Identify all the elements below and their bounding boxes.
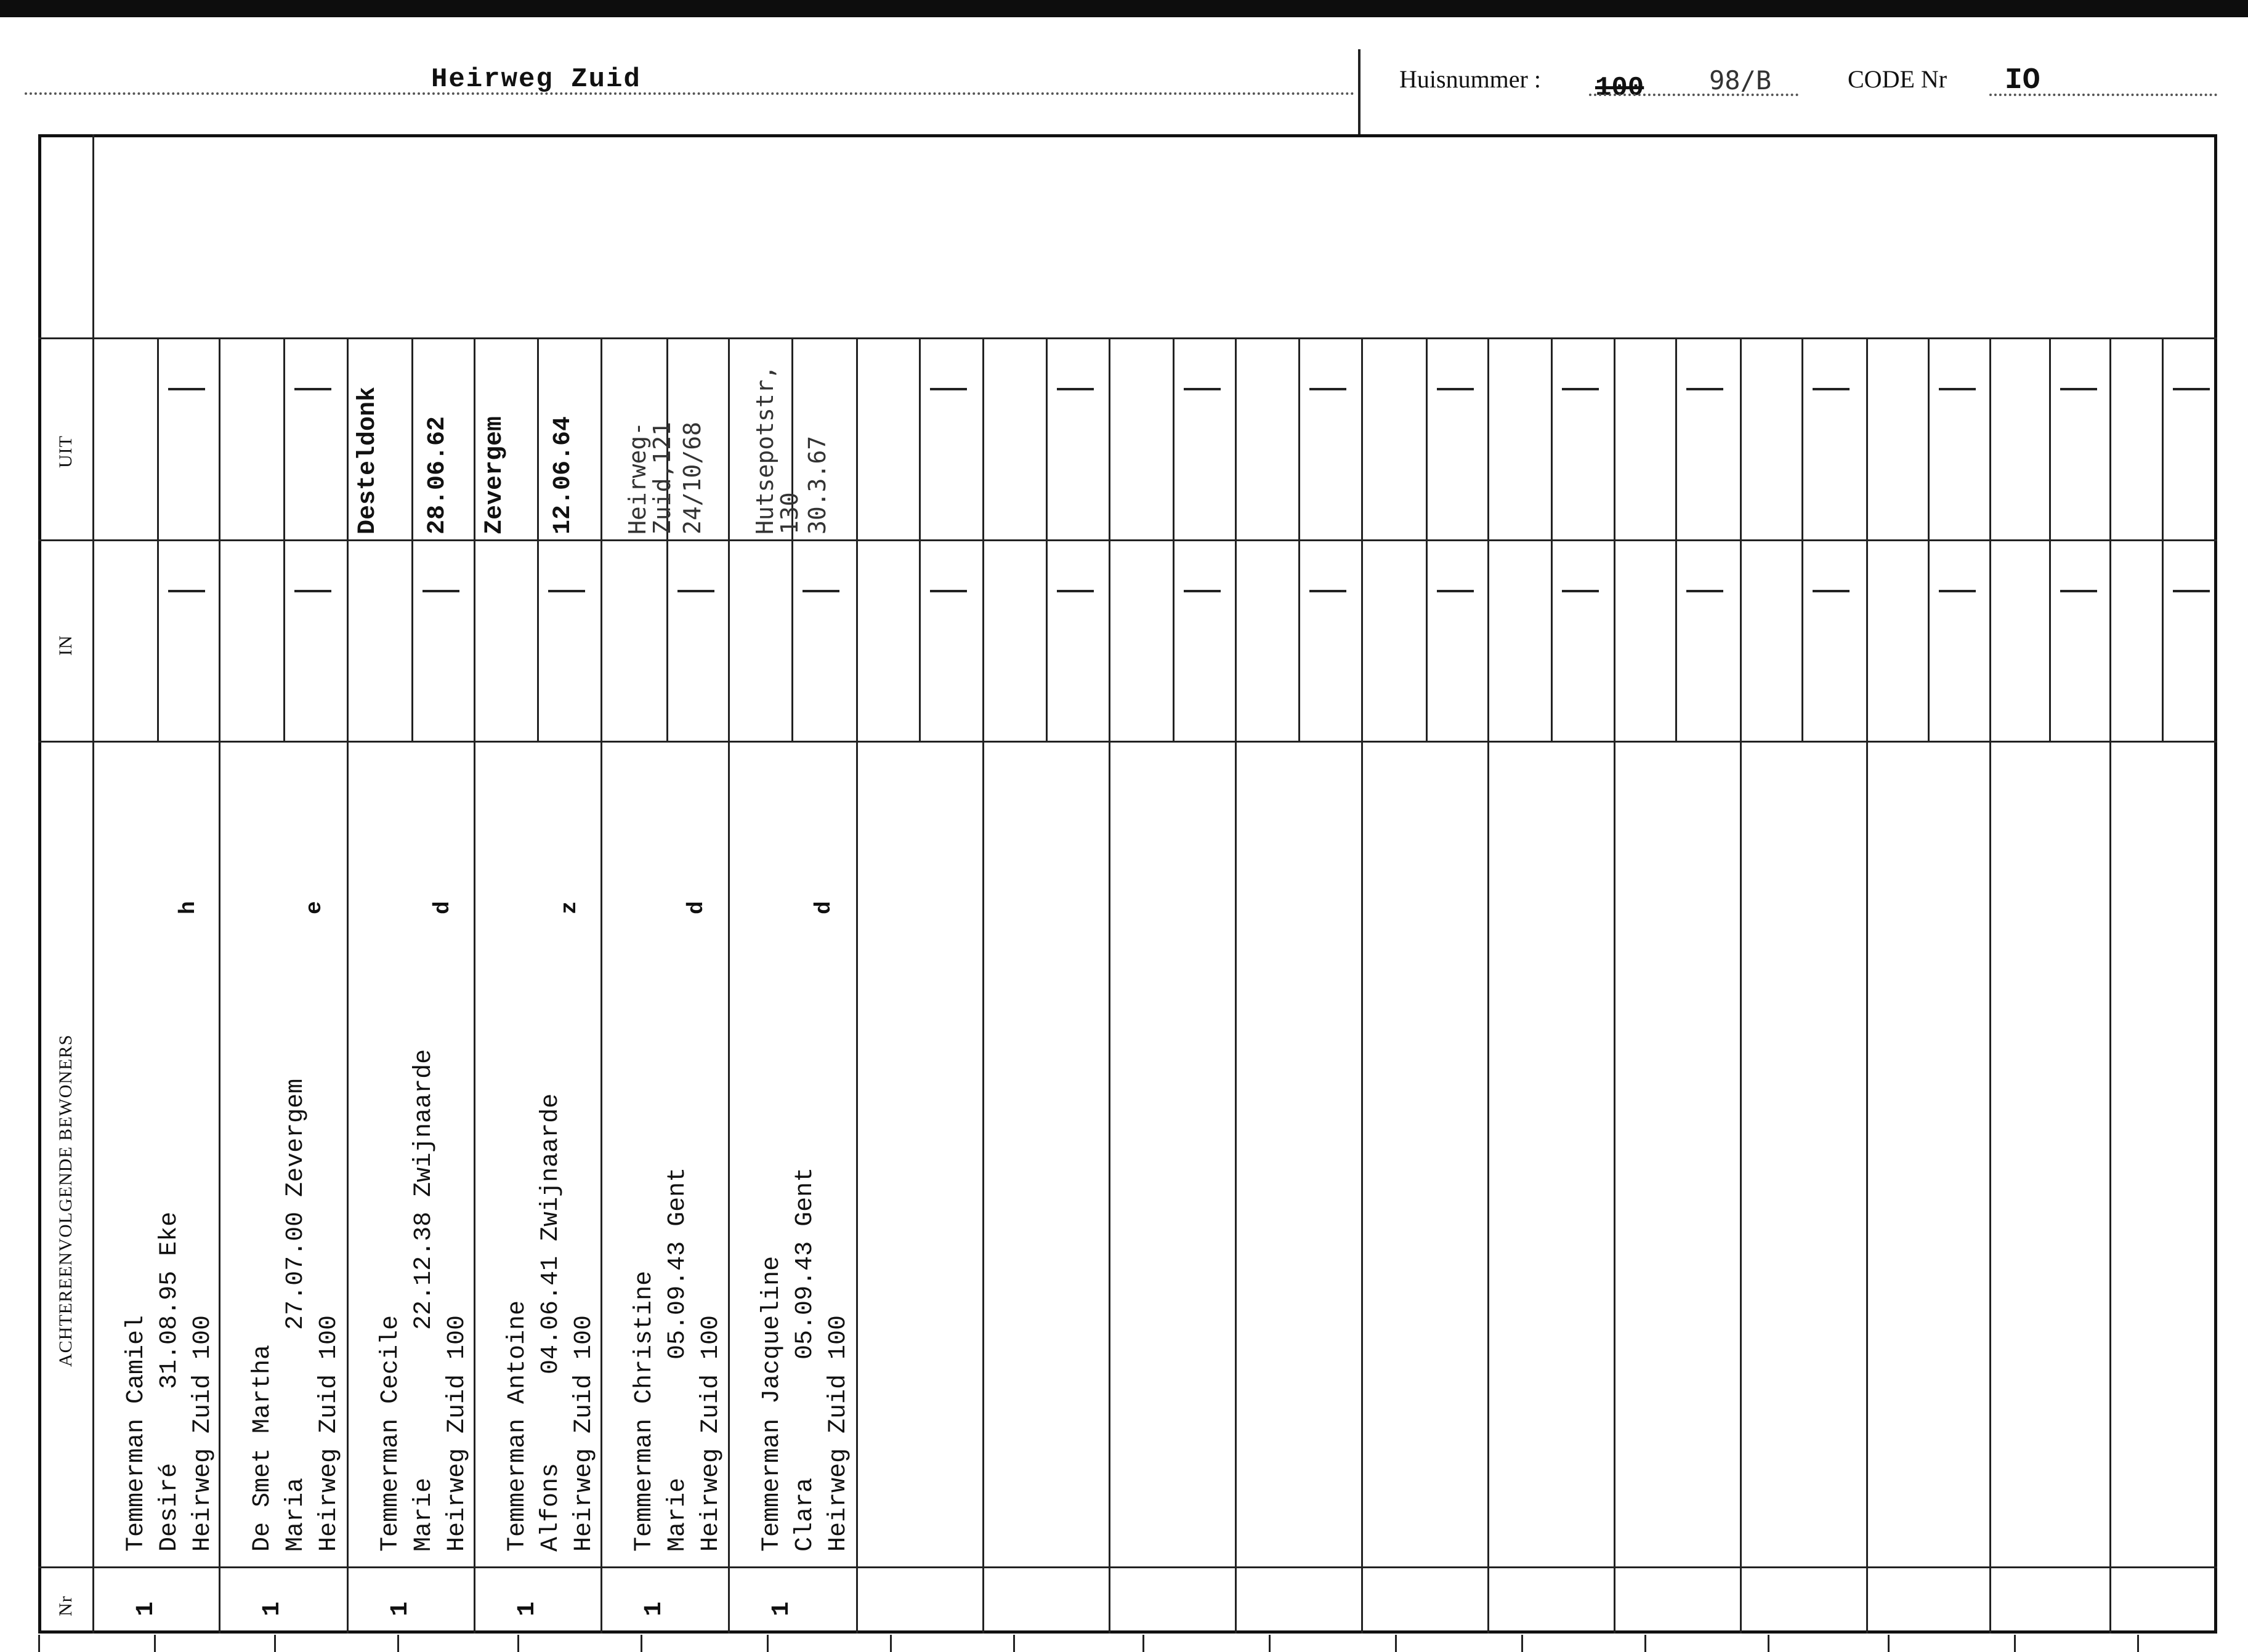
empty-dash [2060, 590, 2097, 592]
resident-code: e [302, 901, 327, 914]
empty-dash [168, 388, 205, 390]
uit-place: Hutsepotstr, 130 [751, 365, 803, 534]
sub-column-divider-in [2162, 539, 2164, 741]
section-label-nr: Nr [55, 1595, 76, 1616]
resident-nr: 1 [387, 1601, 414, 1616]
uit-date: 24/10/68 [679, 421, 706, 534]
bottom-tick [890, 1635, 892, 1652]
uit-date: 28.06.62 [424, 416, 451, 534]
register-frame [38, 134, 2217, 1634]
house-number-label: Huisnummer : [1399, 65, 1541, 93]
sub-column-divider-in [1298, 539, 1300, 741]
resident-line1: Temmerman Antoine [504, 1300, 532, 1552]
sub-column-divider-in [1426, 539, 1428, 741]
house-dotline [1589, 94, 1798, 96]
sub-column-divider-uit [1173, 337, 1175, 539]
empty-dash [1813, 590, 1850, 592]
header-divider [1358, 49, 1361, 135]
street-name: Heirweg Zuid [431, 64, 641, 95]
empty-dash [1939, 590, 1976, 592]
sub-column-divider-in [1173, 539, 1175, 741]
bottom-tick [397, 1635, 399, 1652]
column-divider [982, 337, 984, 1634]
resident-entry [501, 1094, 601, 1552]
empty-dash [930, 388, 967, 390]
empty-dash [803, 590, 839, 592]
resident-code: d [811, 901, 836, 914]
resident-nr: 1 [514, 1601, 541, 1616]
empty-dash [548, 590, 585, 592]
sub-column-divider-in [919, 539, 921, 741]
empty-dash [1562, 388, 1599, 390]
column-divider [2109, 337, 2111, 1634]
resident-entry [246, 1079, 346, 1552]
resident-line3: Heirweg Zuid 100 [697, 1315, 725, 1552]
empty-dash [1057, 388, 1094, 390]
empty-dash [1184, 388, 1221, 390]
resident-nr: 1 [641, 1601, 668, 1616]
resident-nr: 1 [259, 1601, 286, 1616]
column-divider [1361, 337, 1363, 1634]
sub-column-divider-uit [1426, 337, 1428, 539]
uit-place: Zevergem [481, 416, 509, 534]
uit-date: 12.06.64 [549, 416, 577, 534]
bottom-tick [154, 1635, 156, 1652]
house-number-new: 98/B [1709, 65, 1772, 95]
bottom-tick [1395, 1635, 1397, 1652]
sub-column-divider-uit [1801, 337, 1803, 539]
resident-line1: De Smet Martha [249, 1344, 277, 1552]
resident-line2: Marie 22.12.38 Zwijnaarde [410, 1049, 438, 1552]
sub-column-divider-uit [537, 337, 539, 539]
resident-code: d [684, 901, 709, 914]
code-label: CODE Nr [1848, 65, 1947, 93]
resident-line2: Maria 27.07.00 Zevergem [282, 1078, 310, 1552]
column-divider [1109, 337, 1110, 1634]
empty-dash [294, 388, 331, 390]
resident-line1: Temmerman Jacqueline [758, 1255, 786, 1552]
scan-top-edge [0, 0, 2248, 17]
bottom-tick [38, 1635, 40, 1652]
resident-line1: Temmerman Cecile [377, 1315, 405, 1552]
bottom-tick [2014, 1635, 2016, 1652]
bottom-tick [641, 1635, 642, 1652]
street-dotline [25, 92, 1355, 95]
section-label-in: IN [55, 635, 76, 656]
sub-column-divider-uit [1675, 337, 1677, 539]
column-divider [1989, 337, 1991, 1634]
sub-column-divider-uit [2049, 337, 2051, 539]
section-label-residents: ACHTEREENVOLGENDE BEWONERS [55, 1034, 76, 1367]
sub-column-divider-uit [2162, 337, 2164, 539]
empty-dash [2173, 388, 2210, 390]
bottom-tick [1269, 1635, 1271, 1652]
code-value: IO [2005, 64, 2040, 97]
sub-column-divider-in [411, 539, 413, 741]
resident-line2: Marie 05.09.43 Gent [664, 1167, 692, 1552]
bottom-tick [274, 1635, 276, 1652]
resident-line3: Heirweg Zuid 100 [443, 1315, 471, 1552]
empty-dash [2060, 388, 2097, 390]
bottom-tick [2137, 1635, 2139, 1652]
row-divider-residents [38, 1566, 2217, 1568]
empty-dash [1437, 388, 1474, 390]
empty-dash [423, 590, 459, 592]
resident-line2: Desiré 31.08.95 Eke [156, 1211, 184, 1552]
resident-line2: Alfons 04.06.41 Zwijnaarde [537, 1093, 565, 1552]
sub-column-divider-in [791, 539, 793, 741]
row-divider-uit [38, 539, 2217, 541]
bottom-tick [1644, 1635, 1646, 1652]
sub-column-divider-uit [157, 337, 159, 539]
row-divider-top [38, 337, 2217, 339]
resident-nr: 1 [132, 1601, 160, 1616]
bottom-tick [767, 1635, 769, 1652]
empty-dash [1813, 388, 1850, 390]
resident-line3: Heirweg Zuid 100 [825, 1315, 852, 1552]
sub-column-divider-in [157, 539, 159, 741]
resident-entry [374, 1049, 474, 1552]
code-dotline [1989, 94, 2217, 96]
empty-dash [1057, 590, 1094, 592]
resident-line3: Heirweg Zuid 100 [570, 1315, 598, 1552]
empty-dash [1437, 590, 1474, 592]
resident-line3: Heirweg Zuid 100 [315, 1315, 343, 1552]
resident-line2: Clara 05.09.43 Gent [791, 1167, 819, 1552]
empty-dash [294, 590, 331, 592]
empty-dash [1309, 590, 1346, 592]
resident-line1: Temmerman Camiel [123, 1315, 150, 1552]
sub-column-divider-in [1928, 539, 1930, 741]
house-number-old: 100 [1595, 73, 1644, 103]
section-label-uit: UIT [55, 435, 76, 468]
resident-nr: 1 [768, 1601, 796, 1616]
column-divider [728, 337, 730, 1634]
bottom-tick [1013, 1635, 1015, 1652]
column-divider [1235, 337, 1237, 1634]
sub-column-divider-uit [411, 337, 413, 539]
resident-code: h [176, 901, 201, 914]
column-divider [347, 337, 349, 1634]
bottom-tick [1142, 1635, 1144, 1652]
uit-place: Heirweg- Zuid,121 [624, 421, 676, 534]
sub-column-divider-uit [1298, 337, 1300, 539]
empty-dash [1686, 590, 1723, 592]
empty-dash [168, 590, 205, 592]
sub-column-divider-uit [283, 337, 285, 539]
bottom-tick [1768, 1635, 1769, 1652]
empty-dash [677, 590, 714, 592]
resident-code: z [557, 901, 582, 914]
row-divider-in [38, 741, 2217, 743]
sub-column-divider-in [2049, 539, 2051, 741]
bottom-tick [1888, 1635, 1890, 1652]
sub-column-divider-uit [1928, 337, 1930, 539]
sub-column-divider-in [666, 539, 668, 741]
sub-column-divider-in [1046, 539, 1048, 741]
sub-column-divider-in [283, 539, 285, 741]
column-divider [856, 337, 858, 1634]
uit-date: 30.3.67 [804, 435, 831, 534]
empty-dash [1309, 388, 1346, 390]
sub-column-divider-in [1801, 539, 1803, 741]
bottom-tick [517, 1635, 519, 1652]
resident-entry [120, 1212, 220, 1552]
sub-column-divider-in [1551, 539, 1553, 741]
sub-column-divider-in [1675, 539, 1677, 741]
resident-code: d [430, 901, 455, 914]
column-divider [1614, 337, 1615, 1634]
sub-column-divider-in [537, 539, 539, 741]
empty-dash [1562, 590, 1599, 592]
empty-dash [1686, 388, 1723, 390]
resident-line3: Heirweg Zuid 100 [189, 1315, 217, 1552]
resident-line1: Temmerman Christine [631, 1270, 658, 1552]
resident-entry [756, 1167, 855, 1552]
sub-column-divider-uit [919, 337, 921, 539]
empty-dash [1184, 590, 1221, 592]
label-column-divider [92, 134, 94, 1634]
uit-place: Desteldonk [354, 386, 382, 534]
sub-column-divider-uit [1046, 337, 1048, 539]
column-divider [1740, 337, 1742, 1634]
sub-column-divider-uit [1551, 337, 1553, 539]
column-divider [1487, 337, 1489, 1634]
empty-dash [1939, 388, 1976, 390]
resident-entry [628, 1167, 728, 1552]
empty-dash [2173, 590, 2210, 592]
empty-dash [930, 590, 967, 592]
bottom-tick [1521, 1635, 1523, 1652]
column-divider [1866, 337, 1868, 1634]
